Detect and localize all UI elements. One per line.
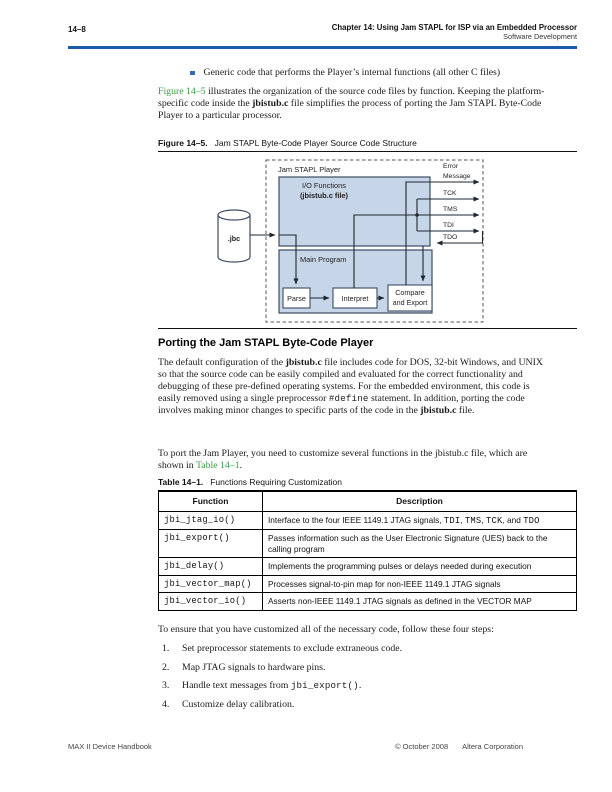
step-number: 2. (162, 661, 170, 673)
step-text (182, 680, 361, 692)
text-run: statement. In addition, porting the code involves making minor changes to specific parts of the code in the (158, 393, 525, 416)
steps-list (162, 643, 546, 717)
footer-handbook-title: MAX II Device Handbook (68, 742, 152, 751)
step-item (162, 699, 546, 711)
table-caption-text: Functions Requiring Customization (210, 477, 343, 487)
text-run: TDO (523, 515, 540, 526)
function-name-cell: jbi_vector_io() (159, 593, 263, 611)
text-run: To port the Jam Player, you need to customize several functions in the jbistub.c file, which are shown in (158, 448, 528, 471)
text-run: illustrates the organization of the source code files by function. Keeping the platform-specific code inside the (158, 86, 545, 109)
function-name-cell: jbi_delay() (159, 558, 263, 576)
description-cell (263, 530, 577, 558)
signal-tck-label: TCK (443, 190, 457, 197)
text-run: The default configuration of the (158, 357, 286, 368)
column-header-function: Function (159, 491, 263, 511)
page-number: 14–8 (68, 25, 86, 34)
text-run: TMS (464, 515, 482, 526)
function-name-cell: jbi_export() (159, 530, 263, 558)
text-run: TDI (443, 515, 461, 526)
text-run: Map JTAG signals to hardware pins. (182, 661, 326, 673)
compare-label-line1: Compare (395, 288, 425, 297)
text-run: jbistub.c (420, 405, 457, 416)
square-bullet-icon (190, 71, 195, 76)
column-header-description: Description (263, 491, 577, 511)
figure-caption-label: Figure 14–5. (158, 138, 208, 148)
table-row (159, 575, 577, 593)
text-run: TCK (486, 515, 503, 526)
table-caption (158, 477, 342, 487)
signal-error-line1: Error (443, 163, 459, 170)
junction-dot (415, 213, 419, 217)
signal-error-line2: Message (443, 173, 471, 180)
text-run: Processes signal-to-pin map for non-IEEE 1149.1 JTAG signals (268, 578, 501, 589)
step-item (162, 680, 546, 692)
jbc-file-label: .jbc (227, 234, 241, 243)
description-cell (263, 593, 577, 611)
bullet-item (190, 67, 550, 79)
text-run: Interface to the four IEEE 1149.1 JTAG signals, (268, 514, 444, 525)
text-run: Asserts non-IEEE 1149.1 JTAG signals as defined in the VECTOR MAP (268, 596, 532, 606)
text-run: , and (502, 514, 524, 525)
text-run: jbi_export() (290, 680, 359, 691)
figure-rule-bottom (158, 328, 577, 329)
function-name-cell: jbi_jtag_io() (159, 511, 263, 530)
text-run: , (481, 514, 486, 525)
text-run: To ensure that you have customized all of the necessary code, follow these four steps: (158, 624, 494, 635)
step-number: 4. (162, 698, 170, 710)
description-cell (263, 558, 577, 576)
io-box-label-line1: I/O Functions (302, 181, 346, 190)
table-row (159, 530, 577, 558)
table-header-row (159, 491, 577, 511)
text-run: . (239, 460, 243, 471)
signal-tdo-label: TDO (443, 234, 458, 241)
step-item (162, 662, 546, 674)
function-name-cell: jbi_vector_map() (159, 575, 263, 593)
footer-copyright: © October 2008 (395, 742, 449, 751)
step-text (182, 662, 325, 674)
text-run: Set preprocessor statements to exclude extraneous code. (182, 643, 403, 654)
step-number: 1. (162, 643, 170, 654)
description-cell (263, 511, 577, 530)
text-run: jbistub.c (285, 357, 322, 368)
text-run: , (460, 514, 465, 525)
text-run: file. (456, 405, 475, 416)
step-text (182, 643, 402, 655)
header-rule (68, 46, 577, 49)
main-program-label: Main Program (300, 255, 347, 264)
figure-caption (158, 138, 417, 148)
step-number: 3. (162, 680, 170, 691)
description-cell (263, 575, 577, 593)
jbc-cylinder-top (218, 210, 250, 220)
player-box-label: Jam STAPL Player (278, 165, 341, 174)
compare-label-line2: and Export (392, 298, 428, 307)
figure-caption-text: Jam STAPL Byte-Code Player Source Code Structure (214, 138, 417, 148)
signal-tdi-label: TDI (443, 222, 454, 229)
text-run: #define (328, 393, 369, 404)
text-run: Implements the programming pulses or delays needed during execution (268, 561, 532, 571)
bullet-item-text: Generic code that performs the Player’s internal functions (all other C files) (203, 67, 501, 78)
table-caption-label: Table 14–1. (158, 477, 204, 487)
table-row (159, 558, 577, 576)
interpret-label: Interpret (341, 294, 369, 303)
text-run: Customize delay calibration. (182, 698, 295, 710)
cross-reference-link[interactable]: Table 14–1 (195, 460, 240, 471)
table-row (159, 511, 577, 530)
footer-right (395, 742, 523, 751)
text-run: . (358, 680, 362, 691)
paragraph-intro (158, 86, 546, 122)
chapter-title: Chapter 14: Using Jam STAPL for ISP via an Embedded Processor (331, 23, 577, 32)
step-text (182, 699, 294, 711)
text-run: Passes information such as the User Electronic Signature (UES) back to the calling program (268, 533, 548, 554)
text-run: Handle text messages from (182, 680, 291, 691)
cross-reference-link[interactable]: Figure 14–5 (158, 86, 206, 97)
paragraph-porting-1 (158, 357, 546, 417)
figure-diagram (158, 155, 577, 327)
text-run: jbistub.c (252, 98, 289, 109)
section-heading: Porting the Jam STAPL Byte-Code Player (158, 337, 374, 349)
signal-tms-label: TMS (443, 206, 458, 213)
step-item (162, 643, 546, 655)
parse-label: Parse (287, 294, 306, 303)
steps-intro (158, 624, 546, 636)
paragraph-porting-2 (158, 448, 546, 472)
text-run: file simplifies the process of porting the Jam STAPL Byte-Code Player to a particular processor. (158, 98, 542, 121)
figure-rule-top (158, 151, 577, 152)
functions-table (158, 490, 577, 611)
chapter-subtitle: Software Development (503, 32, 577, 41)
text-run: file includes code for DOS, 32-bit Windows, and UNIX so that the source code can be easily compiled and evaluated for the correct functionality and debugging of these pre-defined operating systems. For the embedded environment, this code is easily removed using a single preprocessor (158, 357, 543, 404)
footer-company: Altera Corporation (462, 742, 523, 751)
io-box-label-line2: (jbistub.c file) (299, 191, 349, 200)
table-row (159, 593, 577, 611)
running-header (332, 23, 577, 41)
